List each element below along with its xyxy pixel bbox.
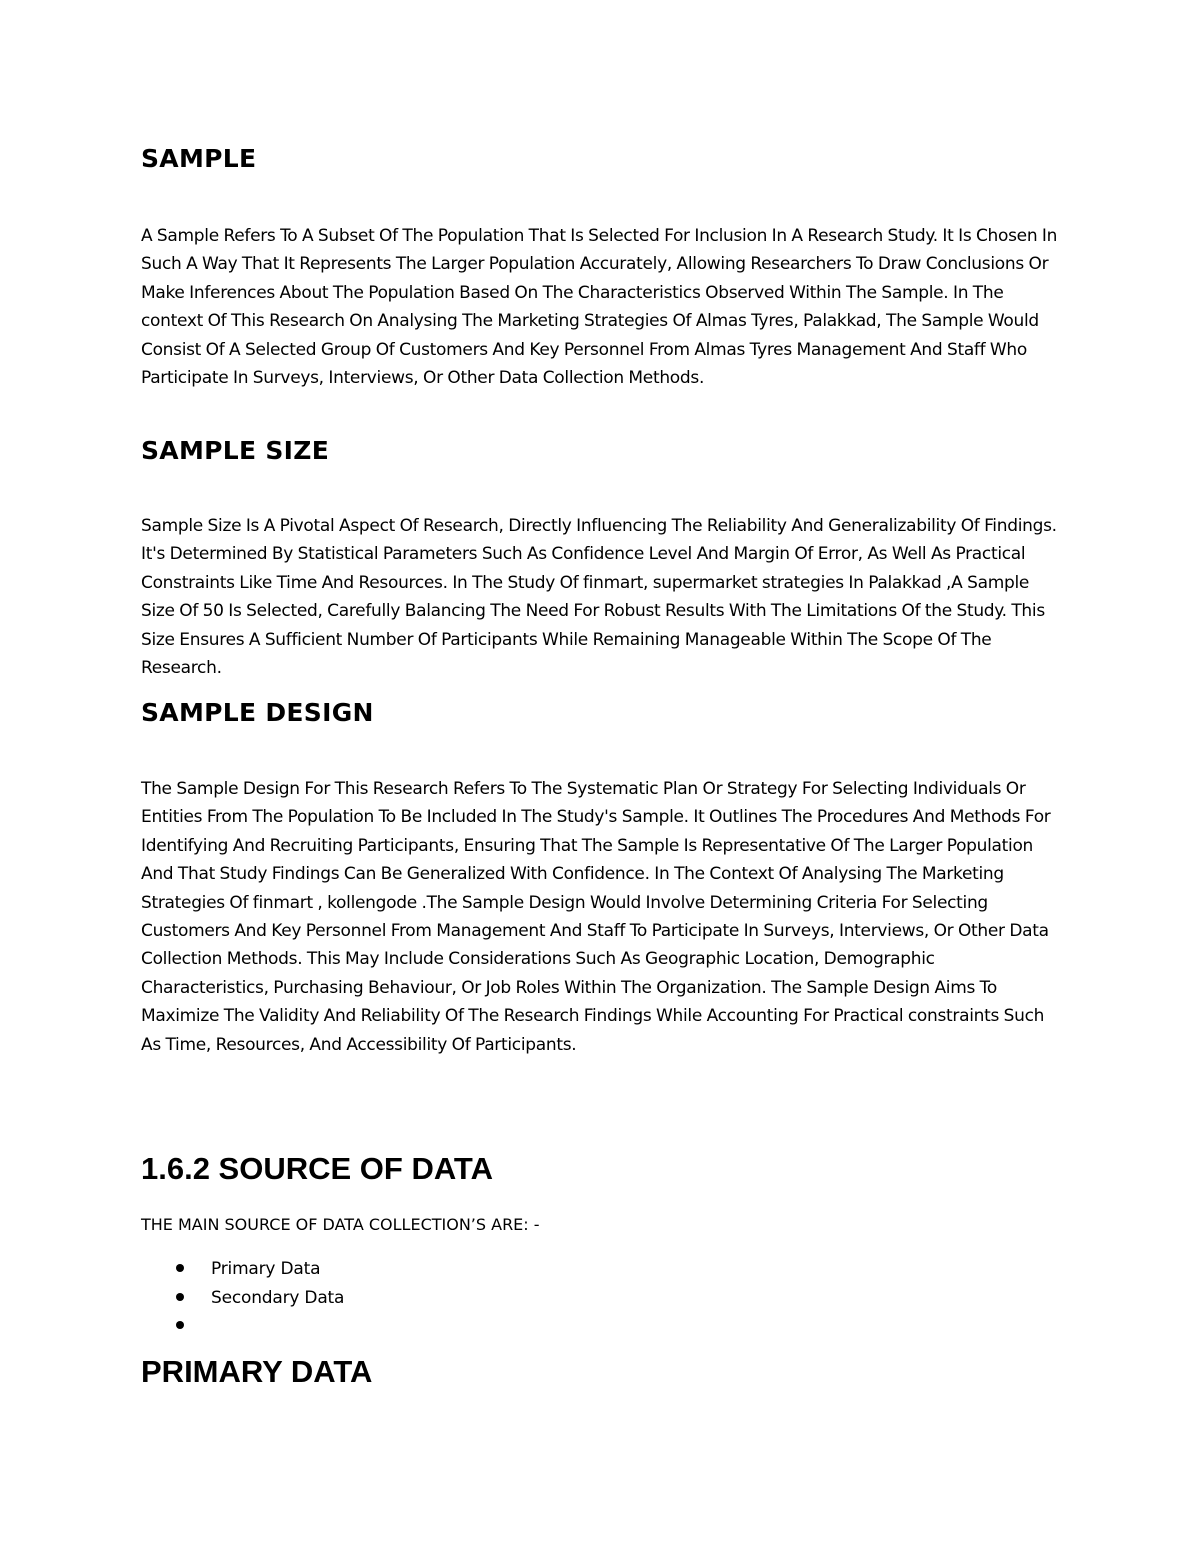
list-item <box>171 1255 344 1284</box>
source-of-data-intro: THE MAIN SOURCE OF DATA COLLECTION’S ARE: - <box>141 1215 540 1234</box>
paragraph-sample: A Sample Refers To A Subset Of The Population That Is Selected For Inclusion In A Research Study. It Is Chosen In Such A Way That It Represents The Larger Population Accurately, Allowing Researchers To Draw Conclusions Or Make Inferences About The Population Based On The Characteristics Observed Within The Sample. In The context Of This Research On Analysing The Marketing Strategies Of Almas Tyres, Palakkad, The Sample Would Consist Of A Selected Group Of Customers And Key Personnel From Almas Tyres Management And Staff Who Participate In Surveys, Interviews, Or Other Data Collection Methods. <box>141 226 1058 389</box>
bullet-icon <box>176 1321 184 1329</box>
list-item-label: Secondary Data <box>211 1287 345 1308</box>
bullet-icon <box>176 1293 184 1301</box>
list-item <box>171 1312 344 1341</box>
heading-sample-size: SAMPLE SIZE <box>141 436 330 465</box>
paragraph-sample-design: The Sample Design For This Research Refers To The Systematic Plan Or Strategy For Selecting Individuals Or Entities From The Population To Be Included In The Study's Sample. It Outlines The Procedures And Methods For Identifying And Recruiting Participants, Ensuring That The Sample Is Representative Of The Larger Population And That Study Findings Can Be Generalized With Confidence. In The Context Of Analysing The Marketing Strategies Of finmart , kollengode .The Sample Design Would Involve Determining Criteria For Selecting Customers And Key Personnel From Management And Staff To Participate In Surveys, Interviews, Or Other Data Collection Methods. This May Include Considerations Such As Geographic Location, Demographic Characteristics, Purchasing Behaviour, Or Job Roles Within The Organization. The Sample Design Aims To Maximize The Validity And Reliability Of The Research Findings While Accounting For Practical constraints Such As Time, Resources, And Accessibility Of Participants. <box>141 779 1051 1055</box>
heading-primary-data: PRIMARY DATA <box>141 1354 373 1389</box>
paragraph-sample-size: Sample Size Is A Pivotal Aspect Of Research, Directly Influencing The Reliability And Generalizability Of Findings. It's Determined By Statistical Parameters Such As Confidence Level And Margin Of Error, As Well As Practical Constraints Like Time And Resources. In The Study Of finmart, supermarket strategies In Palakkad ,A Sample Size Of 50 Is Selected, Carefully Balancing The Need For Robust Results With The Limitations Of the Study. This Size Ensures A Sufficient Number Of Participants While Remaining Manageable Within The Scope Of The Research. <box>141 516 1057 679</box>
bullet-icon <box>176 1264 184 1272</box>
list-item-label: Primary Data <box>211 1259 321 1279</box>
heading-source-of-data: 1.6.2 SOURCE OF DATA <box>141 1151 493 1186</box>
heading-sample-design: SAMPLE DESIGN <box>141 698 374 727</box>
list-item <box>171 1284 344 1313</box>
data-source-list <box>171 1255 344 1341</box>
heading-sample: SAMPLE <box>141 144 257 173</box>
